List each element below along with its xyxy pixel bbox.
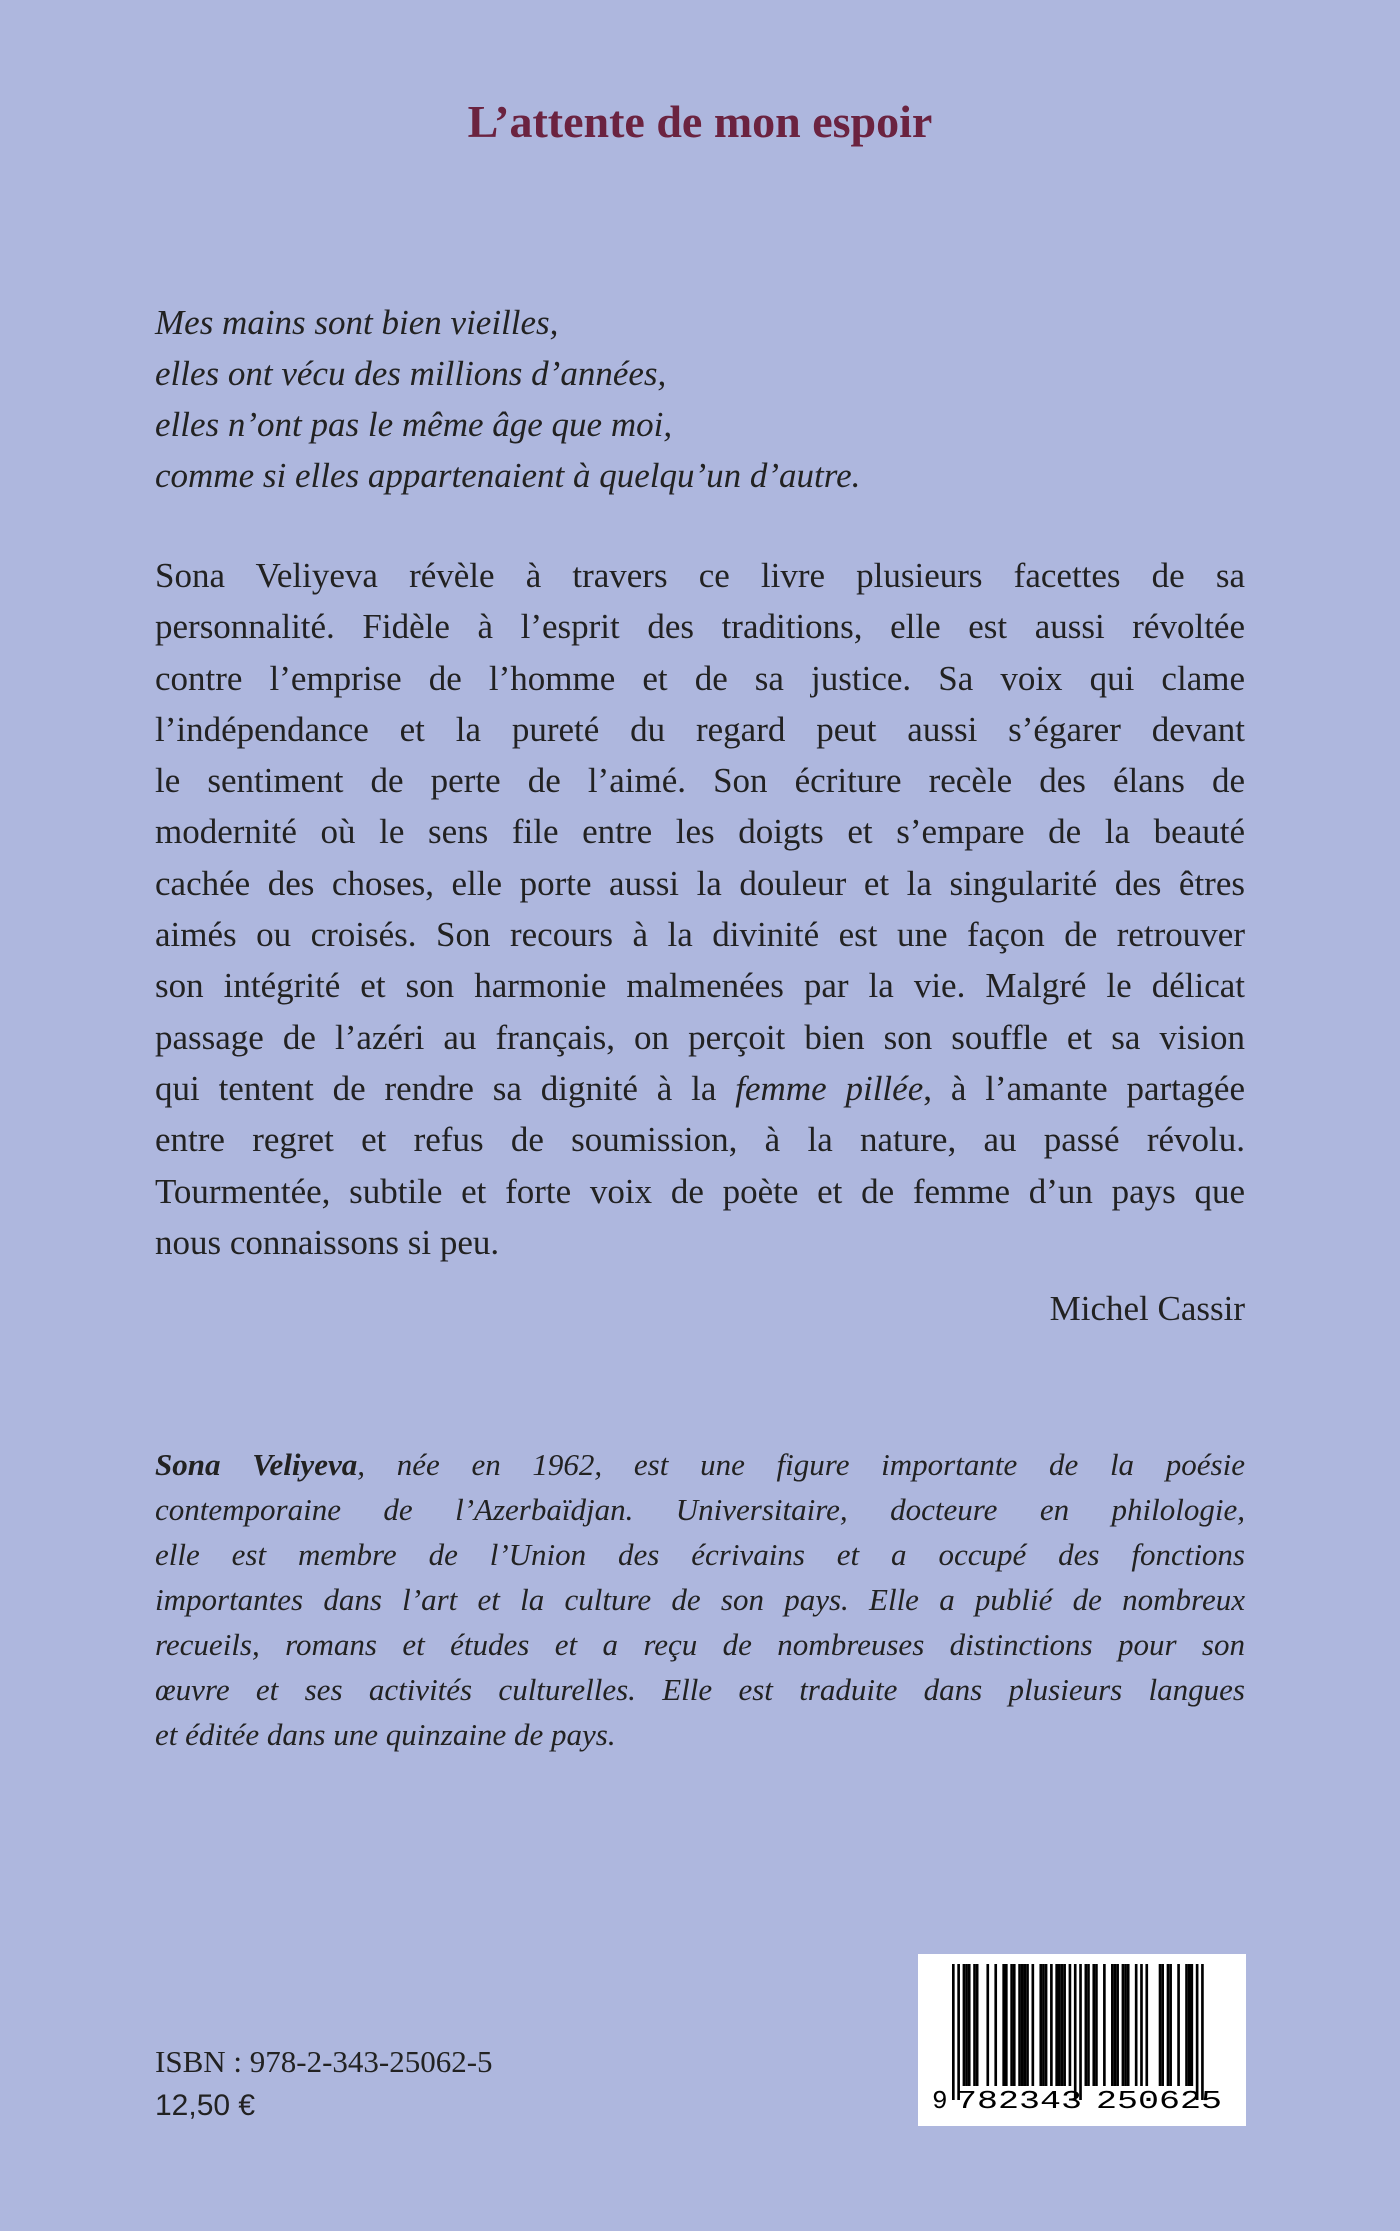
barcode-bar xyxy=(1169,1964,1172,2086)
blurb-text: qui tentent de rendre sa dignité à la xyxy=(155,1068,736,1108)
bio-line: et éditée dans une quinzaine de pays. xyxy=(155,1717,616,1752)
barcode-bar xyxy=(1069,1964,1072,2086)
blurb-line: nous connaissons si peu. xyxy=(155,1222,500,1262)
barcode-bar xyxy=(1116,1964,1119,2086)
blurb-text: , à l’amante partagée xyxy=(923,1068,1245,1108)
blurb-line: Tourmentée, subtile et forte voix de poète et de femme d’un pays que xyxy=(155,1171,1245,1211)
barcode-bar xyxy=(1063,1964,1066,2086)
barcode-bar xyxy=(1039,1964,1042,2086)
blurb-line: passage de l’azéri au français, on perçoit bien son souffle et sa vision xyxy=(155,1017,1245,1057)
bio-text: , née en 1962, est une figure importante de la poésie xyxy=(357,1447,1245,1482)
poem-line: elles ont vécu des millions d’années, xyxy=(155,354,667,393)
barcode-bar xyxy=(1087,1964,1090,2086)
barcode-bar xyxy=(1061,1964,1064,2086)
blurb-line: Sona Veliyeva révèle à travers ce livre plusieurs facettes de sa xyxy=(155,556,1245,595)
barcode-bar xyxy=(973,1964,976,2086)
price-label: 12,50 € xyxy=(155,2089,256,2122)
barcode-bar xyxy=(1026,1964,1029,2086)
blurb-line: son intégrité et son harmonie malmenées par la vie. Malgré le délicat xyxy=(155,966,1245,1006)
barcode-bar xyxy=(1085,1964,1088,2086)
barcode-bar xyxy=(1124,1964,1127,2086)
blurb-line: le sentiment de perte de l’aimé. Son écriture recèle des élans de xyxy=(155,761,1245,801)
bio-line xyxy=(155,1442,1245,1487)
bio-line: importantes dans l’art et la culture de son pays. Elle a publié de nombreux xyxy=(155,1582,1245,1617)
bio-line: œuvre et ses activités culturelles. Elle est traduite dans plusieurs langues xyxy=(155,1672,1245,1707)
barcode-guard-bar xyxy=(1074,1964,1077,2100)
barcode-bar xyxy=(1145,1964,1148,2086)
barcode-bar xyxy=(1018,1964,1021,2086)
poem-line: Mes mains sont bien vieilles, xyxy=(155,303,559,342)
barcode-bar xyxy=(1103,1964,1106,2086)
blurb-line: contre l’emprise de l’homme et de sa justice. Sa voix qui clame xyxy=(155,658,1245,698)
barcode-bar xyxy=(1167,1964,1170,2086)
bio-line: recueils, romans et études et a reçu de nombreuses distinctions pour son xyxy=(155,1627,1245,1662)
blurb-line: aimés ou croisés. Son recours à la divinité est une façon de retrouver xyxy=(155,915,1245,955)
barcode-bar xyxy=(976,1964,979,2086)
blurb-line: l’indépendance et la pureté du regard peut aussi s’égarer devant xyxy=(155,709,1245,749)
isbn-number: ISBN : 978-2-343-25062-5 xyxy=(155,2044,493,2079)
barcode-bar xyxy=(1058,1964,1061,2086)
barcode-bar xyxy=(986,1964,989,2086)
barcode-guard-bar xyxy=(957,1964,960,2100)
barcode-bar xyxy=(968,1964,971,2086)
blurb-line: personnalité. Fidèle à l’esprit des traditions, elle est aussi révoltée xyxy=(155,607,1245,647)
barcode xyxy=(918,1954,1246,2126)
barcode-bar xyxy=(1055,1964,1058,2086)
barcode-bars xyxy=(952,1964,1204,2100)
bio-line: elle est membre de l’Union des écrivains et a occupé des fonctions xyxy=(155,1537,1245,1572)
barcode-bar xyxy=(1002,1964,1005,2086)
barcode-bar xyxy=(1042,1964,1045,2086)
barcode-bar xyxy=(1111,1964,1114,2086)
barcode-bar xyxy=(994,1964,997,2086)
barcode-bar xyxy=(1135,1964,1138,2086)
barcode-bar xyxy=(1013,1964,1016,2086)
barcode-bar xyxy=(1010,1964,1013,2086)
author-bio xyxy=(155,1442,1245,1757)
poem-line: elles n’ont pas le même âge que moi, xyxy=(155,405,673,444)
blurb-emphasis: femme pillée xyxy=(735,1068,924,1108)
barcode-bar xyxy=(1114,1964,1117,2086)
barcode-bar xyxy=(1032,1964,1035,2086)
blurb-signature: Michel Cassir xyxy=(1049,1289,1245,1328)
back-cover-blurb xyxy=(155,550,1245,1268)
blurb-line xyxy=(155,1063,1245,1114)
barcode-bar xyxy=(1050,1964,1053,2086)
barcode-digits-left: 782343 xyxy=(956,2086,1082,2116)
barcode-bar xyxy=(1122,1964,1125,2086)
book-title: L’attente de mon espoir xyxy=(467,96,933,147)
barcode-graphic xyxy=(918,1954,1246,2126)
barcode-bar xyxy=(1045,1964,1048,2086)
barcode-bar xyxy=(1140,1964,1143,2086)
barcode-bar xyxy=(1188,1964,1191,2086)
blurb-line: entre regret et refus de soumission, à la nature, au passé révolu. xyxy=(155,1120,1245,1160)
barcode-bar xyxy=(1024,1964,1027,2086)
barcode-bar xyxy=(1191,1964,1194,2086)
barcode-bar xyxy=(1161,1964,1164,2086)
barcode-bar xyxy=(1127,1964,1130,2086)
barcode-bar xyxy=(1095,1964,1098,2086)
barcode-guard-bar xyxy=(1201,1964,1204,2100)
bio-line: contemporaine de l’Azerbaïdjan. Universitaire, docteure en philologie, xyxy=(155,1492,1245,1527)
barcode-bar xyxy=(1092,1964,1095,2086)
barcode-bar xyxy=(1005,1964,1008,2086)
barcode-bar xyxy=(1177,1964,1180,2086)
barcode-bar xyxy=(1021,1964,1024,2086)
author-name: Sona Veliyeva xyxy=(155,1447,358,1482)
barcode-bar xyxy=(965,1964,968,2086)
poem-excerpt xyxy=(155,297,1255,501)
barcode-bar xyxy=(1185,1964,1188,2086)
blurb-line: modernité où le sens file entre les doigts et s’empare de la beauté xyxy=(155,812,1245,852)
barcode-bar xyxy=(963,1964,966,2086)
barcode-guard-bar xyxy=(1196,1964,1199,2100)
barcode-digits-right: 250625 xyxy=(1096,2086,1222,2116)
blurb-line: cachée des choses, elle porte aussi la douleur et la singularité des êtres xyxy=(155,863,1245,903)
barcode-guard-bar xyxy=(952,1964,955,2100)
barcode-bar xyxy=(1159,1964,1162,2086)
poem-line: comme si elles appartenaient à quelqu’un d’autre. xyxy=(155,456,861,495)
barcode-guard-bar xyxy=(1079,1964,1082,2100)
barcode-digit-lead: 9 xyxy=(932,2086,948,2116)
